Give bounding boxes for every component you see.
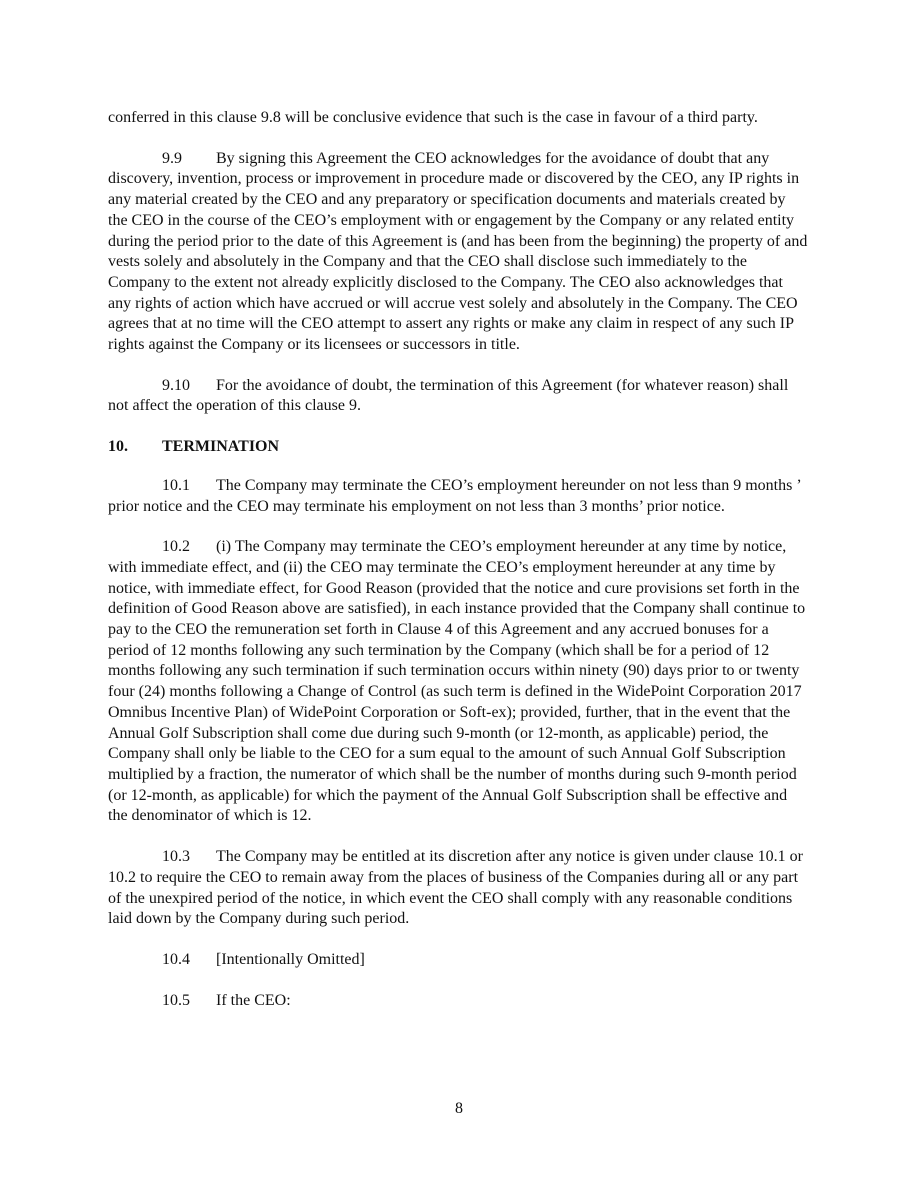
clause-10-2	[108, 537, 808, 827]
intro-text: conferred in this clause 9.8 will be conclusive evidence that such is the case in favour of a third party.	[108, 109, 758, 126]
page-number: 8	[455, 1100, 463, 1117]
clause-text: By signing this Agreement the CEO acknowledges for the avoidance of doubt that any discovery, invention, process or improvement in procedure made or discovered by the CEO, any IP rights in any material created by the CEO and any preparatory or specification documents and materials created by the CEO in the course of the CEO’s employment with or engagement by the Company or any related entity during the period prior to the date of this Agreement is (and has been from the beginning) the property of and vests solely and absolutely in the Company and that the CEO shall disclose such immediately to the Company to the extent not already explicitly disclosed to the Company. The CEO also acknowledges that any rights of action which have accrued or will accrue vest solely and absolutely in the Company. The CEO agrees that at no time will the CEO attempt to assert any rights or make any claim in respect of any such IP rights against the Company or its licensees or successors in title.	[108, 149, 808, 354]
clause-text: For the avoidance of doubt, the termination of this Agreement (for whatever reason) shall not affect the operation of this clause 9.	[108, 376, 789, 415]
clause-9-10	[108, 376, 808, 417]
document-page	[108, 108, 808, 1011]
clause-number: 10.5	[162, 991, 190, 1009]
clause-text: If the CEO:	[216, 991, 291, 1009]
clause-text: The Company may be entitled at its discretion after any notice is given under clause 10.1 or 10.2 to require the CEO to remain away from the places of business of the Companies during all or any part of the unexpired period of the notice, in which event the CEO shall comply with any reasonable conditions laid down by the Company during such period.	[108, 848, 803, 928]
clause-number: 9.10	[162, 376, 190, 394]
section-title: TERMINATION	[162, 438, 280, 456]
clause-10-5	[108, 991, 808, 1012]
clause-9-9	[108, 149, 808, 356]
section-number: 10.	[108, 438, 128, 456]
intro-paragraph	[108, 108, 808, 129]
clause-number: 9.9	[162, 149, 182, 167]
clause-number: 10.3	[162, 848, 190, 866]
clause-10-4	[108, 950, 808, 971]
clause-text: The Company may terminate the CEO’s employment hereunder on not less than 9 months ’ prior notice and the CEO may terminate his employment on not less than 3 months’ prior notice.	[108, 476, 801, 515]
section-heading-termination	[108, 437, 808, 458]
clause-text: (i) The Company may terminate the CEO’s employment hereunder at any time by notice, with immediate effect, and (ii) the CEO may terminate the CEO’s employment hereunder at any time by notice, with immediate effect, for Good Reason (provided that the notice and cure provisions set forth in the definition of Good Reason above are satisfied), in each instance provided that the Company shall continue to pay to the CEO the remuneration set forth in Clause 4 of this Agreement and any accrued bonuses for a period of 12 months following any such termination by the Company (which shall be for a period of 12 months following any such termination if such termination occurs within ninety (90) days prior to or twenty four (24) months following a Change of Control (as such term is defined in the WidePoint Corporation 2017 Omnibus Incentive Plan) of WidePoint Corporation or Soft-ex); provided, further, that in the event that the Annual Golf Subscription shall come due during such 9-month (or 12-month, as applicable) period, the Company shall only be liable to the CEO for a sum equal to the amount of such Annual Golf Subscription multiplied by a fraction, the numerator of which shall be the number of months during such 9-month period (or 12-month, as applicable) for which the payment of the Annual Golf Subscription shall be effective and the denominator of which is 12.	[108, 538, 806, 825]
clause-10-1	[108, 476, 808, 517]
clause-number: 10.2	[162, 538, 190, 556]
clause-number: 10.1	[162, 476, 190, 494]
clause-text: [Intentionally Omitted]	[216, 950, 365, 968]
clause-number: 10.4	[162, 950, 190, 968]
clause-10-3	[108, 847, 808, 930]
